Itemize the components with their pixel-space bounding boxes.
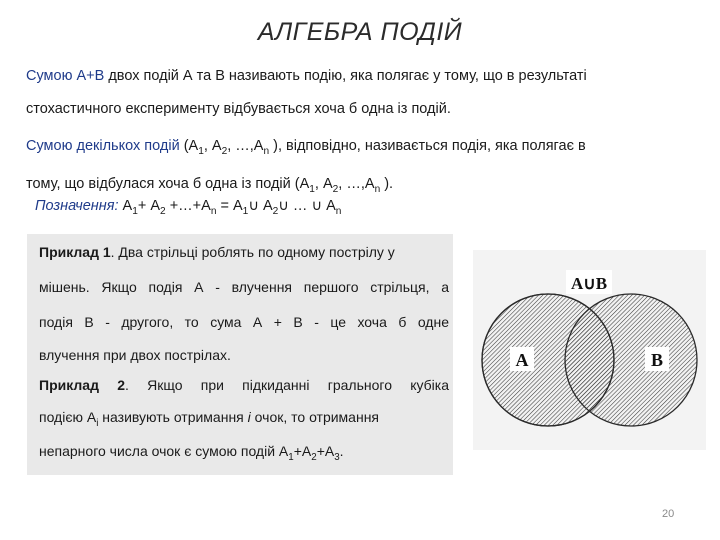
notation-formula — [35, 198, 341, 217]
page-number: 20 — [662, 508, 675, 520]
sum-definition-line-1 — [26, 60, 686, 93]
sub: n — [335, 205, 342, 217]
t: . — [339, 443, 344, 459]
example2-label: Приклад 2 — [39, 377, 125, 393]
t: ∪ А — [248, 198, 273, 214]
sum-definition — [26, 60, 686, 126]
multi-sum-line-1 — [26, 130, 686, 168]
label-b: B — [650, 350, 664, 370]
sub: n — [374, 183, 381, 195]
t: подією А — [39, 409, 97, 425]
sub: 2 — [221, 145, 228, 157]
sum-definition-line-2: стохастичного експерименту відбувається хоча б одна із подій. — [26, 101, 451, 117]
t: +…+А — [165, 198, 211, 214]
t: i — [247, 409, 251, 425]
t: непарного числа очок є сумою подій А — [39, 443, 289, 459]
sub: 1 — [309, 183, 315, 195]
sub: 1 — [132, 205, 138, 217]
t: = А — [216, 198, 243, 214]
sub: 2 — [160, 205, 166, 217]
t: (А — [179, 138, 199, 154]
venn-diagram — [473, 250, 706, 450]
t: називують отримання — [98, 409, 248, 425]
sum-term: Сумою А+В — [26, 68, 105, 84]
multi-sum-term: Сумою декількох подій — [26, 138, 180, 154]
page-title: АЛГЕБРА ПОДІЙ — [257, 18, 463, 46]
sub: 2 — [272, 205, 279, 217]
venn-svg — [473, 250, 706, 450]
example2-line-1 — [39, 377, 449, 393]
t: . Якщо при підкиданні грального кубіка — [125, 377, 450, 393]
example2-line-2 — [39, 409, 449, 429]
example1-line-1 — [39, 244, 449, 260]
t: , А — [314, 175, 333, 192]
example2-line-3 — [39, 443, 449, 463]
sub: 1 — [242, 205, 249, 217]
t: . Два стрільці роблять по одному пострілу у — [110, 244, 395, 260]
sum-definition-text: двох подій А та В називають подію, яка полягає у тому, що в результаті — [104, 68, 587, 84]
circle-b — [565, 294, 697, 426]
multi-sum-definition — [26, 130, 686, 206]
sub: n — [210, 205, 217, 217]
example1-label: Приклад 1 — [39, 244, 111, 260]
sub: 2 — [311, 451, 317, 463]
sub: 3 — [334, 451, 340, 463]
t: , …,А — [338, 175, 375, 192]
example1-line-2: мішень. Якщо подія А - влучення першого стрільця, а — [39, 279, 449, 295]
examples-panel — [27, 234, 453, 475]
sub: n — [263, 145, 270, 157]
sub: i — [96, 417, 99, 429]
label-a: A — [515, 350, 529, 370]
t: , А — [203, 138, 222, 154]
t: ), відповідно, називається подія, яка полягає в — [269, 138, 586, 154]
sub: 1 — [288, 451, 294, 463]
t: А — [118, 198, 133, 214]
t: ). — [380, 175, 394, 192]
t: +А — [293, 443, 312, 459]
t: + А — [137, 198, 161, 214]
sub: 2 — [332, 183, 339, 195]
example1-line-4: влучення при двох пострілах. — [39, 347, 231, 363]
notation-label: Позначення: — [35, 198, 119, 214]
sub: 1 — [198, 145, 204, 157]
venn-title: A∪B — [570, 274, 608, 293]
t: очок, то отримання — [250, 409, 380, 425]
example1-line-3: подія В - другого, то сума А + В - це хоча б одне — [39, 314, 449, 330]
t: тому, що відбулася хоча б одна із подій (А — [26, 175, 310, 192]
t: ∪ … ∪ А — [278, 198, 336, 214]
t: +А — [316, 443, 335, 459]
t: , …,А — [227, 138, 264, 154]
